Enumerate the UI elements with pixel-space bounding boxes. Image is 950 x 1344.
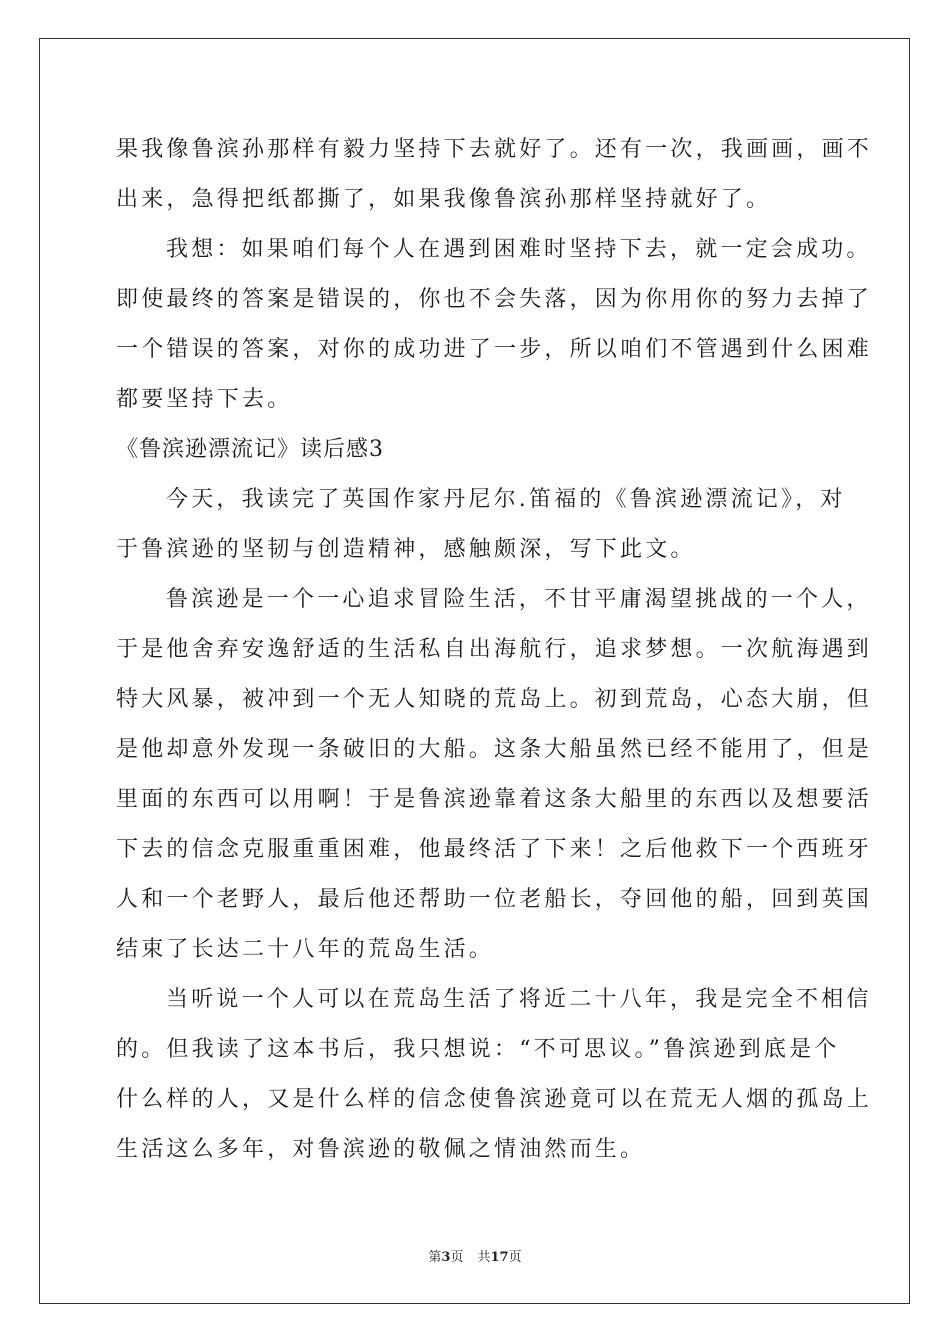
text-line: 的。但我读了这本书后，我只想说：“不可思议。”鲁滨逊到底是个 [116,1037,840,1062]
text-line: 结束了长达二十八年的荒岛生活。 [116,937,495,962]
text-line: 出来，急得把纸都撕了，如果我像鲁滨孙那样坚持就好了。 [116,187,772,212]
document-body [116,125,873,1175]
text-line: 是他却意外发现一条破旧的大船。这条大船虽然已经不能用了，但是 [116,737,873,762]
page-footer [0,1246,950,1265]
text-line: 什么样的人，又是什么样的信念使鲁滨逊竟可以在荒无人烟的孤岛上 [116,1087,873,1112]
text-line: 果我像鲁滨孙那样有毅力坚持下去就好了。还有一次，我画画，画不 [116,137,873,162]
text-line: 都要坚持下去。 [116,387,293,412]
section-heading: 《鲁滨逊漂流记》读后感3 [116,437,384,462]
text-line: 一个错误的答案，对你的成功进了一步，所以咱们不管遇到什么困难 [116,337,873,362]
page-number: 3 [441,1250,451,1265]
text-line: 于是他舍弃安逸舒适的生活私自出海航行，追求梦想。一次航海遇到 [116,637,873,662]
total-label-suffix: 页 [508,1250,522,1265]
text-line: 于鲁滨逊的坚韧与创造精神，感触颇深，写下此文。 [116,537,696,562]
total-label-prefix: 共 [477,1250,491,1265]
text-line: 即使最终的答案是错误的，你也不会失落，因为你用你的努力去掉了 [116,287,873,312]
text-line: 里面的东西可以用啊！于是鲁滨逊靠着这条大船里的东西以及想要活 [116,787,873,812]
text-line: 人和一个老野人，最后他还帮助一位老船长，夺回他的船，回到英国 [116,887,873,912]
page-label-suffix: 页 [450,1250,464,1265]
text-line: 生活这么多年，对鲁滨逊的敬佩之情油然而生。 [116,1137,646,1162]
page-label-prefix: 第 [428,1250,442,1265]
total-pages: 17 [490,1250,509,1265]
paragraph-start-line: 我想：如果咱们每个人在遇到困难时坚持下去，就一定会成功。 [166,237,872,262]
text-line: 特大风暴，被冲到一个无人知晓的荒岛上。初到荒岛，心态大崩，但 [116,687,873,712]
paragraph-start-line: 鲁滨逊是一个一心追求冒险生活，不甘平庸渴望挑战的一个人， [166,587,872,612]
paragraph-start-line: 今天，我读完了英国作家丹尼尔.笛福的《鲁滨逊漂流记》，对 [166,487,846,512]
text-line: 下去的信念克服重重困难，他最终活了下来！之后他救下一个西班牙 [116,837,873,862]
paragraph-start-line: 当听说一个人可以在荒岛生活了将近二十八年，我是完全不相信 [166,987,872,1012]
